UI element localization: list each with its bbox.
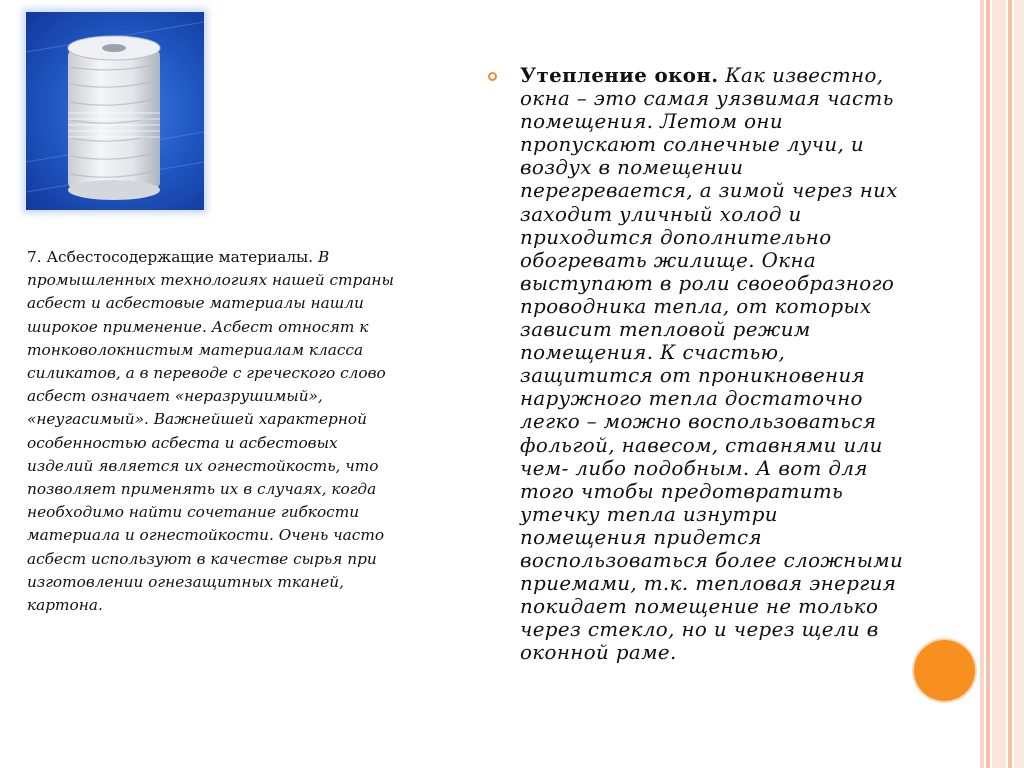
asbestos-heading: 7. Асбестосодержащие материалы. xyxy=(27,248,318,266)
decorative-stripes xyxy=(980,0,1024,768)
window-insulation-heading: Утепление окон. xyxy=(520,63,719,87)
orange-circle-decoration xyxy=(914,640,975,701)
asbestos-paragraph xyxy=(27,246,399,617)
asbestos-spool-image xyxy=(26,12,204,210)
window-insulation-paragraph xyxy=(520,64,908,664)
asbestos-cord-photo xyxy=(26,12,204,210)
window-insulation-body: Как известно, окна – это самая уязвимая часть помещения. Летом они пропускают солнечные лучи, и воздух в помещении перегревается, а зимой через них заходит уличный холод и приходится дополнительно обогревать жилище. Окна выступают в роли своеобразного проводника тепла, от которых зависит тепловой режим помещения. К счастью, защитится от проникновения наружного тепла достаточно легко – можно воспользоваться фольгой, навесом, ставнями или чем- либо подобным. А вот для того чтобы предотвратить утечку тепла изнутри помещения придется воспользоваться более сложными приемами, т.к. тепловая энергия покидает помещение не только через стекло, но и через щели в оконной раме. xyxy=(520,64,904,665)
asbestos-body: В промышленных технологиях нашей страны асбест и асбестовые материалы нашли широкое применение. Асбест относят к тонковолокнистым материалам класса силикатов, а в переводе с греческого слово асбест означает «неразрушимый», «неугасимый». Важнейшей характерной особенностью асбеста и асбестовых изделий является их огнестойкость, что позволяет применять их в случаях, когда необходимо найти сочетание гибкости материала и огнестойкости. Очень часто асбест используют в качестве сырья при изготовлении огнезащитных тканей, картона. xyxy=(27,248,394,615)
bullet-circle-icon xyxy=(488,72,497,81)
window-insulation-bullet xyxy=(488,64,908,664)
